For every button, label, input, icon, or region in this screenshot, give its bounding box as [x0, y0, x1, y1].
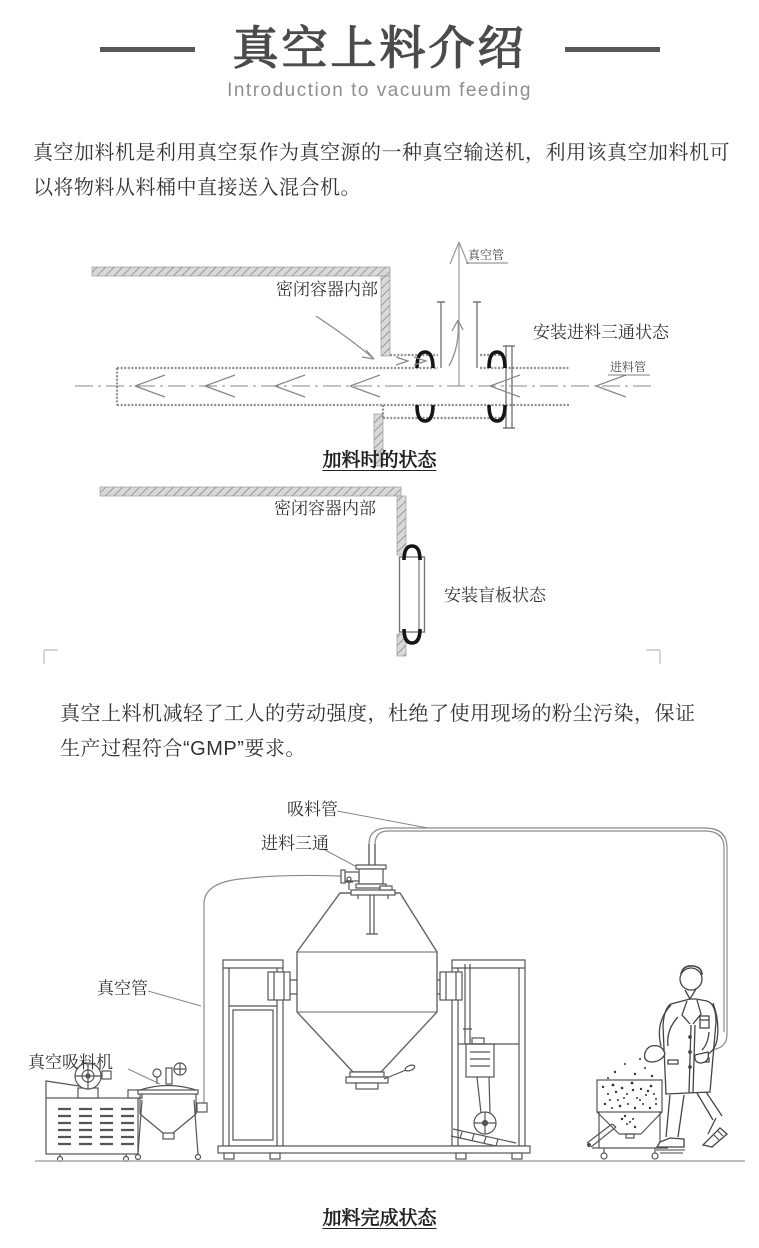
vacuum-feeder-machine [46, 1063, 142, 1162]
label-vacuum-feeder: 真空吸料机 [28, 1053, 113, 1072]
label-tee-installed: 安装进料三通状态 [533, 323, 669, 342]
label-container-interior: 密闭容器内部 [276, 280, 378, 299]
label-feed-pipe: 进料管 [610, 360, 647, 374]
vacuum-arrow [450, 242, 468, 386]
page-subtitle: Introduction to vacuum feeding [227, 79, 532, 101]
label-vacuum-pipe: 真空管 [468, 248, 505, 262]
diagram-feeding-complete [0, 782, 759, 1180]
frame-corner-marks [44, 650, 660, 664]
caption-feeding-complete: 加料完成状态 [322, 1208, 437, 1229]
label-suction-pipe: 吸料管 [287, 800, 338, 819]
diagram-blind-plate-state [0, 482, 759, 677]
title-divider-left [100, 47, 195, 52]
benefit-paragraph: 真空上料机减轻了工人的劳动强度，杜绝了使用现场的粉尘污染，保证生产过程符合“GMP”要求。 [60, 703, 696, 760]
label-blind-plate-installed: 安装盲板状态 [444, 586, 546, 605]
label-container-interior: 密闭容器内部 [274, 499, 376, 518]
intro-paragraph: 真空加料机是利用真空泵作为真空源的一种真空输送机，利用该真空加料机可以将物料从料桶中直接送入混合机。 [33, 142, 730, 199]
mixer-body [297, 893, 437, 1072]
label-vacuum-pipe: 真空管 [97, 979, 148, 998]
mixer-base [218, 1146, 530, 1159]
worker-figure [645, 966, 727, 1153]
header [0, 24, 759, 102]
diagram-feeding-state [0, 228, 759, 478]
title-divider-right [565, 47, 660, 52]
label-feed-tee: 进料三通 [261, 834, 329, 853]
material-cart [587, 1080, 668, 1159]
blind-plate [400, 546, 425, 643]
caption-feeding-state: 加料时的状态 [322, 450, 437, 471]
page-title: 真空上料介绍 [232, 23, 527, 74]
